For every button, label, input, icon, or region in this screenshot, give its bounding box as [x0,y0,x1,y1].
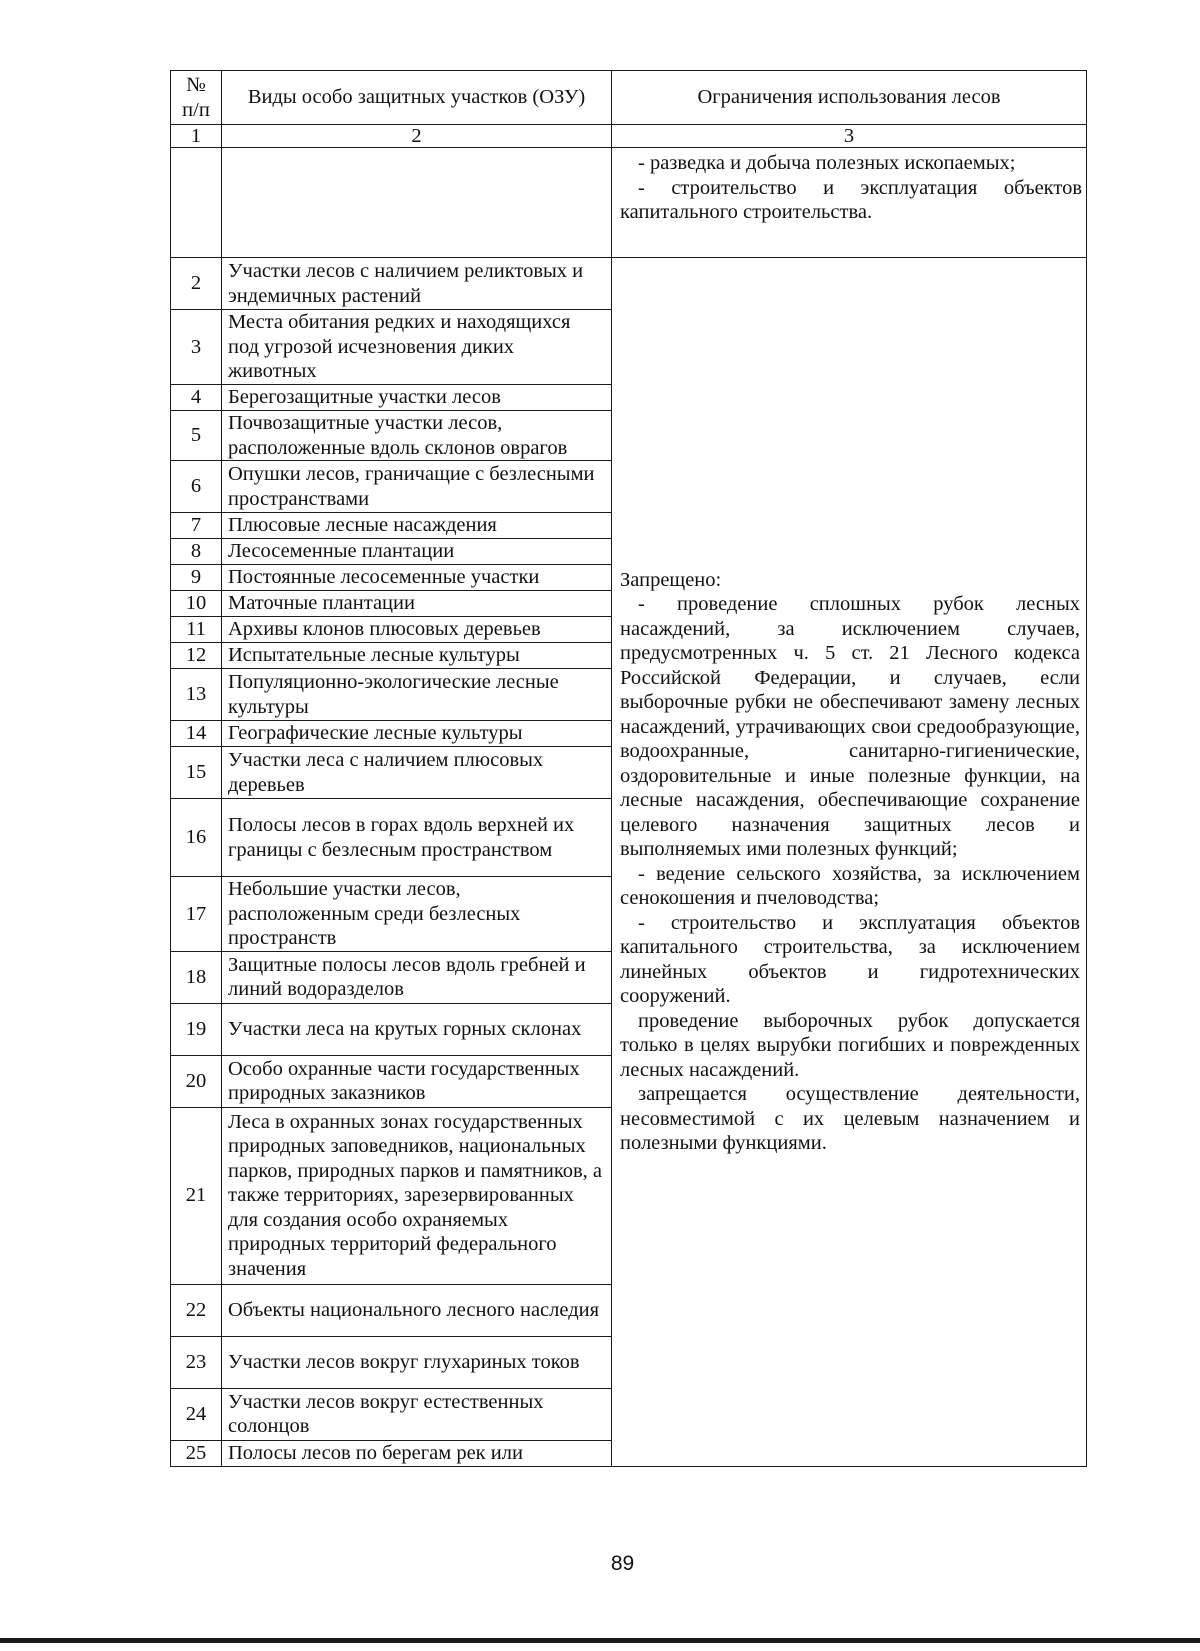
row-number: 9 [171,565,222,591]
row-number: 15 [171,747,222,799]
row-number: 3 [171,310,222,385]
row-number: 10 [171,591,222,617]
row-number: 21 [171,1107,222,1284]
table-row [171,148,1087,258]
row-number: 19 [171,1003,222,1055]
row-number: 2 [171,258,222,310]
row-number: 22 [171,1284,222,1336]
row-number: 20 [171,1055,222,1107]
protected-area-kind: Участки леса с наличием плюсовых деревьев [222,747,612,799]
header-num: № п/п [171,71,222,125]
protected-area-kind: Участки лесов с наличием реликтовых и эндемичных растений [222,258,612,310]
num-cell [171,148,222,258]
row-number: 7 [171,513,222,539]
restriction-item: проведение выборочных рубок допускается только в целях вырубки погибших и поврежденных лесных насаждений. [620,1009,1080,1081]
restrictions-title: Запрещено: [620,568,722,591]
row-number: 18 [171,951,222,1003]
restriction-item: - строительство и эксплуатация объектов капитального строительства, за исключением линейных объектов и гидротехнических сооружений. [620,911,1080,1008]
row-number: 11 [171,617,222,643]
index-cell-2: 2 [222,125,612,148]
protected-area-kind: Популяционно-экологические лесные культуры [222,669,612,721]
first-restriction-cell [612,148,1087,258]
protected-area-kind: Плюсовые лесные насаждения [222,513,612,539]
restriction-item: - проведение сплошных рубок лесных насаждений, за исключением случаев, предусмотренных ч. 5 ст. 21 Лесного кодекса Российской Федерации, и случаев, если выборочные рубки не обеспечивают замену лесных насаждений, утрачивающих свои средообразующие, водоохранные, санитарно-гигиенические, оздоровительные и иные полезные функции, на лесные насаждения, обеспечивающие сохранение целевого назначения защитных лесов и выполняемых ими полезных функций; [620,593,1080,861]
protected-area-kind: Постоянные лесосеменные участки [222,565,612,591]
bottom-rule [0,1638,1200,1643]
row-number: 23 [171,1336,222,1388]
page-number: 89 [610,1552,635,1575]
protected-area-kind: Маточные плантации [222,591,612,617]
protected-area-kind: Архивы клонов плюсовых деревьев [222,617,612,643]
restrictions-table [170,70,1087,1467]
protected-area-kind: Берегозащитные участки лесов [222,385,612,411]
index-cell-1: 1 [171,125,222,148]
main-restrictions-cell [612,258,1087,1467]
protected-area-kind: Опушки лесов, граничащие с безлесными пространствами [222,461,612,513]
row-number: 8 [171,539,222,565]
row-number: 16 [171,799,222,877]
protected-area-kind: Географические лесные культуры [222,721,612,747]
header-row [171,71,1087,125]
index-cell-3: 3 [612,125,1087,148]
protected-area-kind: Особо охранные части государственных природных заказников [222,1055,612,1107]
header-restriction: Ограничения использования лесов [612,71,1087,125]
kind-cell [222,148,612,258]
restriction-item: - строительство и эксплуатация объектов капитального строительства. [620,176,1082,223]
protected-area-kind: Участки лесов вокруг естественных солонцов [222,1388,612,1440]
protected-area-kind: Лесосеменные плантации [222,539,612,565]
row-number: 6 [171,461,222,513]
protected-area-kind: Участки лесов вокруг глухариных токов [222,1336,612,1388]
row-number: 12 [171,643,222,669]
row-number: 17 [171,877,222,952]
protected-area-kind: Испытательные лесные культуры [222,643,612,669]
protected-area-kind: Защитные полосы лесов вдоль гребней и линий водоразделов [222,951,612,1003]
protected-area-kind: Полосы лесов в горах вдоль верхней их границы с безлесным пространством [222,799,612,877]
restriction-item: - ведение сельского хозяйства, за исключением сенокошения и пчеловодства; [620,862,1080,910]
header-kind: Виды особо защитных участков (ОЗУ) [222,71,612,125]
protected-area-kind: Объекты национального лесного наследия [222,1284,612,1336]
row-number: 14 [171,721,222,747]
row-number: 4 [171,385,222,411]
protected-area-kind: Участки леса на крутых горных склонах [222,1003,612,1055]
index-row [171,125,1087,148]
protected-area-kind: Места обитания редких и находящихся под угрозой исчезновения диких животных [222,310,612,385]
row-number: 13 [171,669,222,721]
table-row [171,258,1087,310]
protected-area-kind: Полосы лесов по берегам рек или [222,1440,612,1466]
protected-area-kind: Леса в охранных зонах государственных природных заповедников, национальных парков, природных парков и памятников, а также территориях, зарезервированных для создания особо охраняемых природных территорий федерального значения [222,1107,612,1284]
restriction-item: запрещается осуществление деятельности, несовместимой с их целевым назначением и полезными функциями. [620,1083,1080,1155]
protected-area-kind: Почвозащитные участки лесов, расположенные вдоль склонов оврагов [222,411,612,461]
row-number: 25 [171,1440,222,1466]
table-body [171,71,1087,1467]
restriction-item: - разведка и добыча полезных ископаемых; [638,152,1016,174]
row-number: 24 [171,1388,222,1440]
row-number: 5 [171,411,222,461]
protected-area-kind: Небольшие участки лесов, расположенным среди безлесных пространств [222,877,612,952]
